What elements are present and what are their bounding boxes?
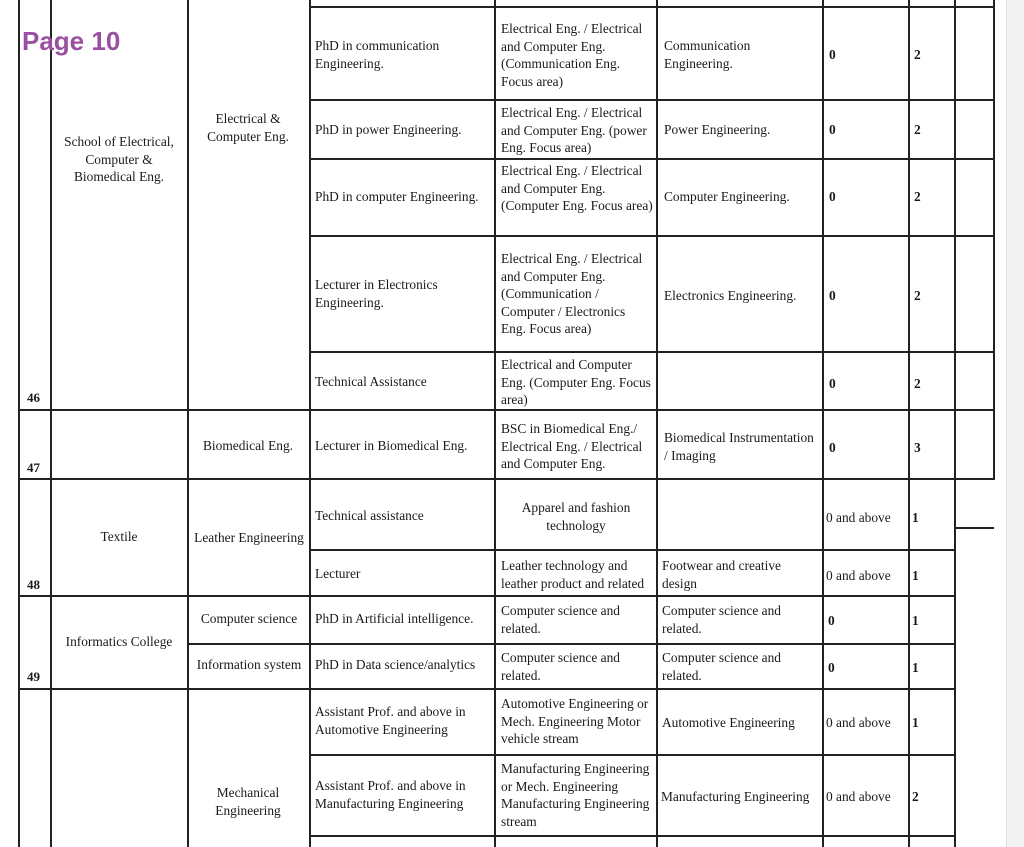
row-number: 46 [27,390,40,405]
row-number: 49 [27,669,40,684]
quantity-cell: 1 [912,660,919,675]
field-cell: Footwear and creative design [662,558,781,591]
quantity-cell: 2 [914,189,921,204]
position-title: Lecturer [315,566,361,581]
school-cell: Textile [100,529,138,544]
field-cell: Computer science and related. [662,603,781,636]
quantity-cell: 1 [912,568,919,583]
experience-cell: 0 [829,189,836,204]
position-title: PhD in computer Engineering. [315,189,479,204]
experience-cell: 0 and above [826,715,891,730]
position-title: Technical assistance [315,508,424,523]
row-number: 48 [27,577,40,592]
qualification-cell: BSC in Biomedical Eng./ Electrical Eng. / Electrical and Computer Eng. [501,421,643,471]
qualification-cell: Electrical Eng. / Electrical and Computer Eng. (Communication / Computer / Electronics Eng. Focus area) [501,251,643,336]
experience-cell: 0 [829,376,836,391]
quantity-cell: 3 [914,440,921,455]
qualification-cell: Apparel and fashion technology [521,500,631,533]
row-number: 47 [27,460,40,475]
position-title: Lecturer in Electronics Engineering. [315,277,438,310]
quantity-cell: 2 [914,288,921,303]
page-label: Page 10 [22,26,121,56]
field-cell: Manufacturing Engineering [661,789,810,804]
field-cell: Computer Engineering. [664,189,790,204]
department-cell: Leather Engineering [194,530,304,545]
experience-cell: 0 [828,660,835,675]
field-cell: Power Engineering. [664,122,771,137]
position-title: Technical Assistance [315,374,427,389]
field-cell: Electronics Engineering. [664,288,797,303]
field-cell: Automotive Engineering [662,715,795,730]
qualification-cell: Electrical Eng. / Electrical and Computer Eng. (Communication Eng. Focus area) [501,21,643,89]
qualification-cell: Automotive Engineering or Mech. Engineering Motor vehicle stream [501,696,649,746]
position-title: PhD in Data science/analytics [315,657,476,672]
qualification-cell: Electrical Eng. / Electrical and Computer Eng. (Computer Eng. Focus area) [501,163,653,213]
qualification-cell: Computer science and related. [501,603,620,636]
field-cell: Computer science and related. [662,650,781,683]
position-title: Assistant Prof. and above in Automotive Engineering [315,704,466,737]
position-title: PhD in Artificial intelligence. [315,611,474,626]
position-title: Lecturer in Biomedical Eng. [315,438,468,453]
qualification-cell: Leather technology and leather product and related [501,558,645,591]
experience-cell: 0 [828,613,835,628]
department-cell: Computer science [200,611,298,626]
experience-cell: 0 [829,122,836,137]
department-cell: Information system [196,657,302,672]
department-cell: Biomedical Eng. [203,438,293,453]
scroll-edge [1006,0,1024,847]
quantity-cell: 1 [912,613,919,628]
school-cell: School of Electrical, Computer & Biomedical Eng. [64,134,174,184]
experience-cell: 0 and above [826,510,891,525]
qualification-cell: Electrical Eng. / Electrical and Computer Eng. (power Eng. Focus area) [501,105,647,155]
quantity-cell: 1 [912,715,919,730]
field-cell: Communication Engineering. [664,38,751,71]
qualification-cell: Computer science and related. [501,650,620,683]
quantity-cell: 2 [914,47,921,62]
school-cell: Informatics College [65,634,173,649]
qualification-cell: Electrical and Computer Eng. (Computer Eng. Focus area) [501,357,651,407]
experience-cell: 0 [829,440,836,455]
experience-cell: 0 and above [826,789,891,804]
department-cell: Electrical & Computer Eng. [207,111,289,144]
experience-cell: 0 and above [826,568,891,583]
field-cell: Biomedical Instrumentation / Imaging [664,430,814,463]
position-title: Assistant Prof. and above in Manufacturing Engineering [315,778,466,811]
experience-cell: 0 [829,47,836,62]
quantity-cell: 2 [914,376,921,391]
quantity-cell: 2 [912,789,919,804]
department-cell: Mechanical Engineering [215,785,281,818]
position-title: PhD in power Engineering. [315,122,462,137]
quantity-cell: 1 [912,510,919,525]
position-title: PhD in communication Engineering. [315,38,440,71]
experience-cell: 0 [829,288,836,303]
qualification-cell: Manufacturing Engineering or Mech. Engineering Manufacturing Engineering stream [501,761,650,829]
quantity-cell: 2 [914,122,921,137]
